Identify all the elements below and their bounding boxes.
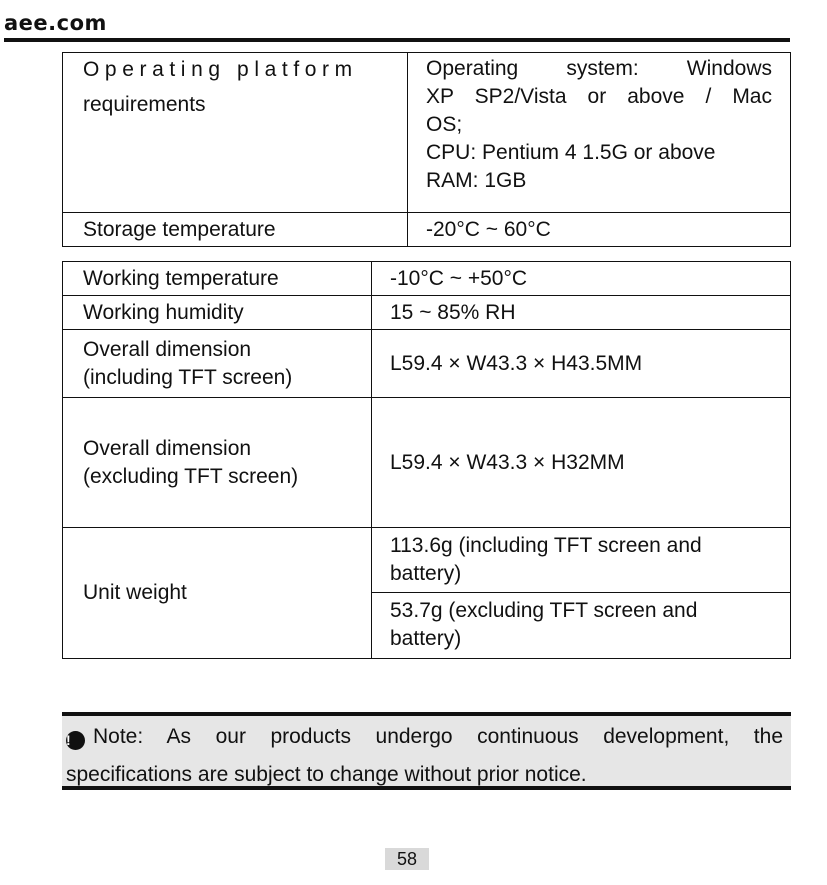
- table-row: [63, 296, 791, 330]
- label-working-temperature: Working temperature: [63, 262, 372, 296]
- label-dimension-including: Overall dimension (including TFT screen): [63, 330, 372, 398]
- value-dimension-excluding: L59.4 × W43.3 × H32MM: [372, 398, 791, 528]
- label-unit-weight: Unit weight: [63, 528, 372, 659]
- label-operating-platform: Operating platform requirements: [63, 53, 408, 213]
- value-storage-temperature: -20°C ~ 60°C: [408, 213, 791, 247]
- value-dimension-including: L59.4 × W43.3 × H43.5MM: [372, 330, 791, 398]
- value-weight-excluding: 53.7g (excluding TFT screen and battery): [372, 593, 791, 659]
- table-row: [63, 213, 791, 247]
- exclamation-icon: !: [66, 731, 85, 750]
- table-row: [63, 528, 791, 593]
- value-operating-platform: Operating system: Windows XP SP2/Vista or above / Mac OS; CPU: Pentium 4 1.5G or above RAM: 1GB: [408, 53, 791, 213]
- label-storage-temperature: Storage temperature: [63, 213, 408, 247]
- label-working-humidity: Working humidity: [63, 296, 372, 330]
- value-weight-including: 113.6g (including TFT screen and battery): [372, 528, 791, 593]
- table-row: [63, 53, 791, 213]
- brand-logo: aee.com: [4, 11, 107, 35]
- note-line-1: ! Note: As our products undergo continuous development, the: [66, 725, 783, 748]
- page-number: 58: [385, 848, 429, 870]
- note-box: [62, 712, 791, 790]
- spec-table-platform: [62, 52, 791, 247]
- header-rule: [4, 38, 790, 42]
- spec-table-physical: [62, 261, 791, 659]
- table-row: [63, 262, 791, 296]
- table-row: [63, 330, 791, 398]
- value-working-temperature: -10°C ~ +50°C: [372, 262, 791, 296]
- table-row: [63, 398, 791, 528]
- label-dimension-excluding: Overall dimension (excluding TFT screen): [63, 398, 372, 528]
- note-line-2: specifications are subject to change without prior notice.: [66, 763, 587, 786]
- value-working-humidity: 15 ~ 85% RH: [372, 296, 791, 330]
